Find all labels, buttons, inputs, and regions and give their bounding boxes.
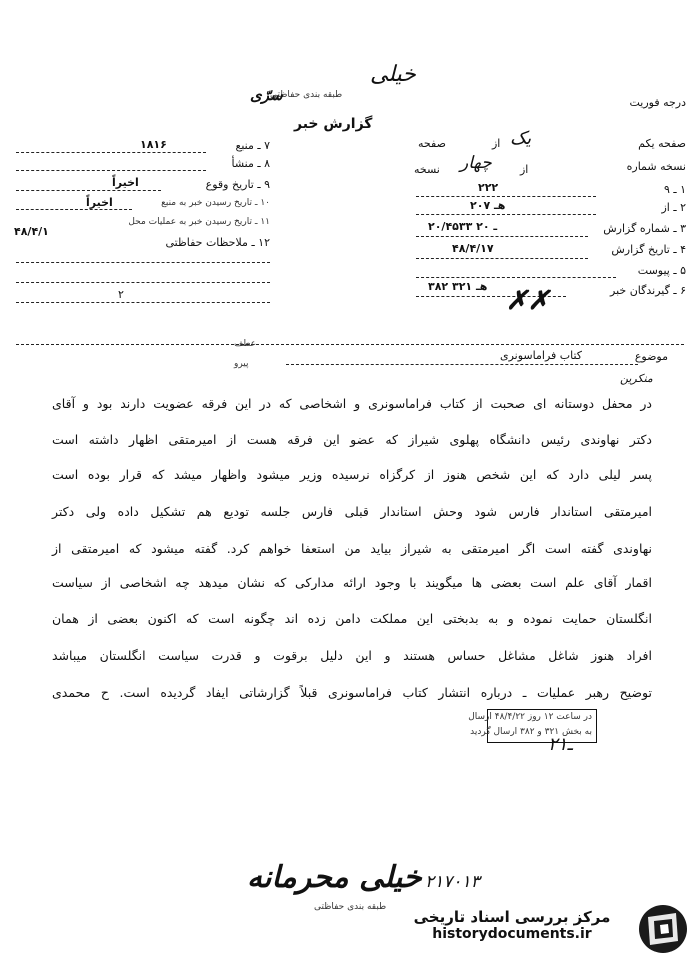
body-line-7: انگلستان حمایت نموده و به بدبختی این مملکت دامن زده اند چگونه است که اکنون بعضی از همان xyxy=(52,611,652,626)
origin-line xyxy=(16,170,206,171)
classification-handwritten: خیلی xyxy=(370,62,416,87)
watermark-title: مرکز بررسی اسناد تاریخی xyxy=(413,908,611,926)
field-1-line xyxy=(416,196,596,197)
subject-value: کتاب فراماسونری xyxy=(500,349,583,362)
footer-classification: خیلی محرمانه xyxy=(247,860,422,895)
field-2-label: ۲ ـ از xyxy=(661,201,686,214)
occurrence-date-value: اخیراً xyxy=(112,176,139,189)
field-2-value: ۲۰هـ ۷ xyxy=(470,199,506,212)
security-notes-line-1 xyxy=(16,262,270,263)
stamp-initials: ـ۲۱ xyxy=(548,734,573,755)
report-number-label: ۳ ـ شماره گزارش xyxy=(603,222,686,235)
field-2-line xyxy=(416,214,596,215)
field-1-label: ۱ ـ ۹ xyxy=(663,183,686,196)
margin-handnote: منکرین xyxy=(620,372,653,385)
copy-number-suffix: نسخه xyxy=(414,163,440,176)
source-receipt-date-value: اخیراً xyxy=(86,196,113,209)
page-count-label: صفحه یکم xyxy=(638,137,686,150)
report-date-label: ۴ ـ تاریخ گزارش xyxy=(611,243,686,256)
report-date-line xyxy=(416,258,588,259)
recipients-signature: ✗✗ xyxy=(506,286,550,316)
attachment-line xyxy=(416,277,616,278)
occurrence-date-line xyxy=(16,190,161,191)
page-count-mid: از xyxy=(492,137,501,150)
recipients-value: ۳۸۲ هـ ۳۲۱ xyxy=(428,280,488,293)
body-line-5: نهاوندی گفته است اگر امیرمتقی به شیراز بیاید من استعفا خواهم کرد. گفته میشود که امیرمتقی از xyxy=(52,541,652,556)
ops-receipt-date-value: ۴۸/۴/۱ xyxy=(14,225,49,238)
recipients-label: ۶ ـ گیرندگان خبر xyxy=(610,284,686,297)
security-notes-value: ۲ xyxy=(118,288,124,301)
copy-number-label: نسخه شماره xyxy=(626,160,686,173)
security-notes-label: ۱۲ ـ ملاحظات حفاظتی xyxy=(165,236,270,249)
subject-line xyxy=(286,364,638,365)
document-number: ۲۱۷۰۱۳ xyxy=(425,872,480,892)
body-line-3: پسر لیلی دارد که این شخص هنوز از کرگزاه نرسیده وزیر میشود واظهار میشد که قرار بوده است xyxy=(52,467,652,482)
copy-number-mid: از xyxy=(520,163,529,176)
priority-label: درجه فوریت xyxy=(629,96,686,109)
watermark xyxy=(397,908,627,942)
security-notes-line-3 xyxy=(16,302,270,303)
source-line xyxy=(16,152,206,153)
page-count-value: یک xyxy=(510,128,532,149)
source-receipt-date-label: ۱۰ ـ تاریخ رسیدن خبر به منبع xyxy=(161,198,270,208)
peyro-label: پیرو xyxy=(234,359,249,369)
body-line-9: توضیح رهبر عملیات ـ درباره انتشار کتاب فراماسونری قبلاً گزارشاتی ایفاد گردیده است. ح محمدی xyxy=(52,685,652,700)
dispatch-stamp xyxy=(468,709,597,743)
subject-label: موضوع xyxy=(634,350,668,363)
ops-receipt-date-label: ۱۱ ـ تاریخ رسیدن خبر به عملیات محل xyxy=(128,217,270,227)
body-line-1: در محفل دوستانه ای صحبت از کتاب فراماسونری و اشخاصی که در این فرقه عضویت دارند بود و آقای xyxy=(52,396,652,411)
source-label: ۷ ـ منبع xyxy=(235,139,270,152)
origin-label: ۸ ـ منشأ xyxy=(231,157,270,170)
watermark-url: historydocuments.ir xyxy=(432,926,592,942)
copy-number-value: چهار xyxy=(460,153,492,173)
source-receipt-date-line xyxy=(16,209,132,210)
report-date-value: ۴۸/۴/۱۷ xyxy=(452,242,494,255)
stamp-line-2: به بخش ۳۲۱ و ۳۸۲ ارسال گردید xyxy=(470,727,592,737)
source-value: ۱۸۱۶ xyxy=(140,138,167,151)
occurrence-date-label: ۹ ـ تاریخ وقوع xyxy=(205,178,270,191)
footer-classification-label: طبقه بندی حفاظتی xyxy=(314,902,387,912)
stamp-line-1: در ساعت ۱۲ روز ۴۸/۴/۲۲ ارسال xyxy=(468,712,592,722)
section-divider xyxy=(16,344,684,345)
atf-label: عطف xyxy=(234,339,257,349)
body-line-4: امیرمتقی استاندار فارس شود وحش استاندار قبلی فارس جلسه تودیع هم تشکیل داده ولی دکتر xyxy=(52,504,652,519)
report-number-value: ۲۰/۴۵۳۳ ـ ۲۰ xyxy=(428,220,498,233)
body-line-6: اقمار آقای علم است بعضی ها میگویند با وجود ارائه مدارکی که نشان میدهد چه اشخاصی از سیاست xyxy=(52,575,652,590)
classification-label: طبقه بندی حفاظتی xyxy=(270,90,343,100)
body-line-2: دکتر نهاوندی رئیس دانشگاه پهلوی شیراز که عضو این فرقه هست از امیرمتقی اظهار داشته است xyxy=(52,432,652,447)
report-title: گزارش خبر xyxy=(294,116,373,132)
archive-logo-icon xyxy=(636,903,690,955)
classification-value: سرّی xyxy=(250,86,283,104)
report-number-line xyxy=(416,236,588,237)
attachment-label: ۵ ـ پیوست xyxy=(637,264,686,277)
security-notes-line-2 xyxy=(16,282,270,283)
field-1-value: ۲۲۲ xyxy=(478,181,499,194)
body-line-8: افراد هنوز شاغل مشاغل حساس هستند و این دلیل برقوت و قدرت سیاست انگلستان میباشد xyxy=(52,648,652,663)
page-count-suffix: صفحه xyxy=(418,137,446,150)
